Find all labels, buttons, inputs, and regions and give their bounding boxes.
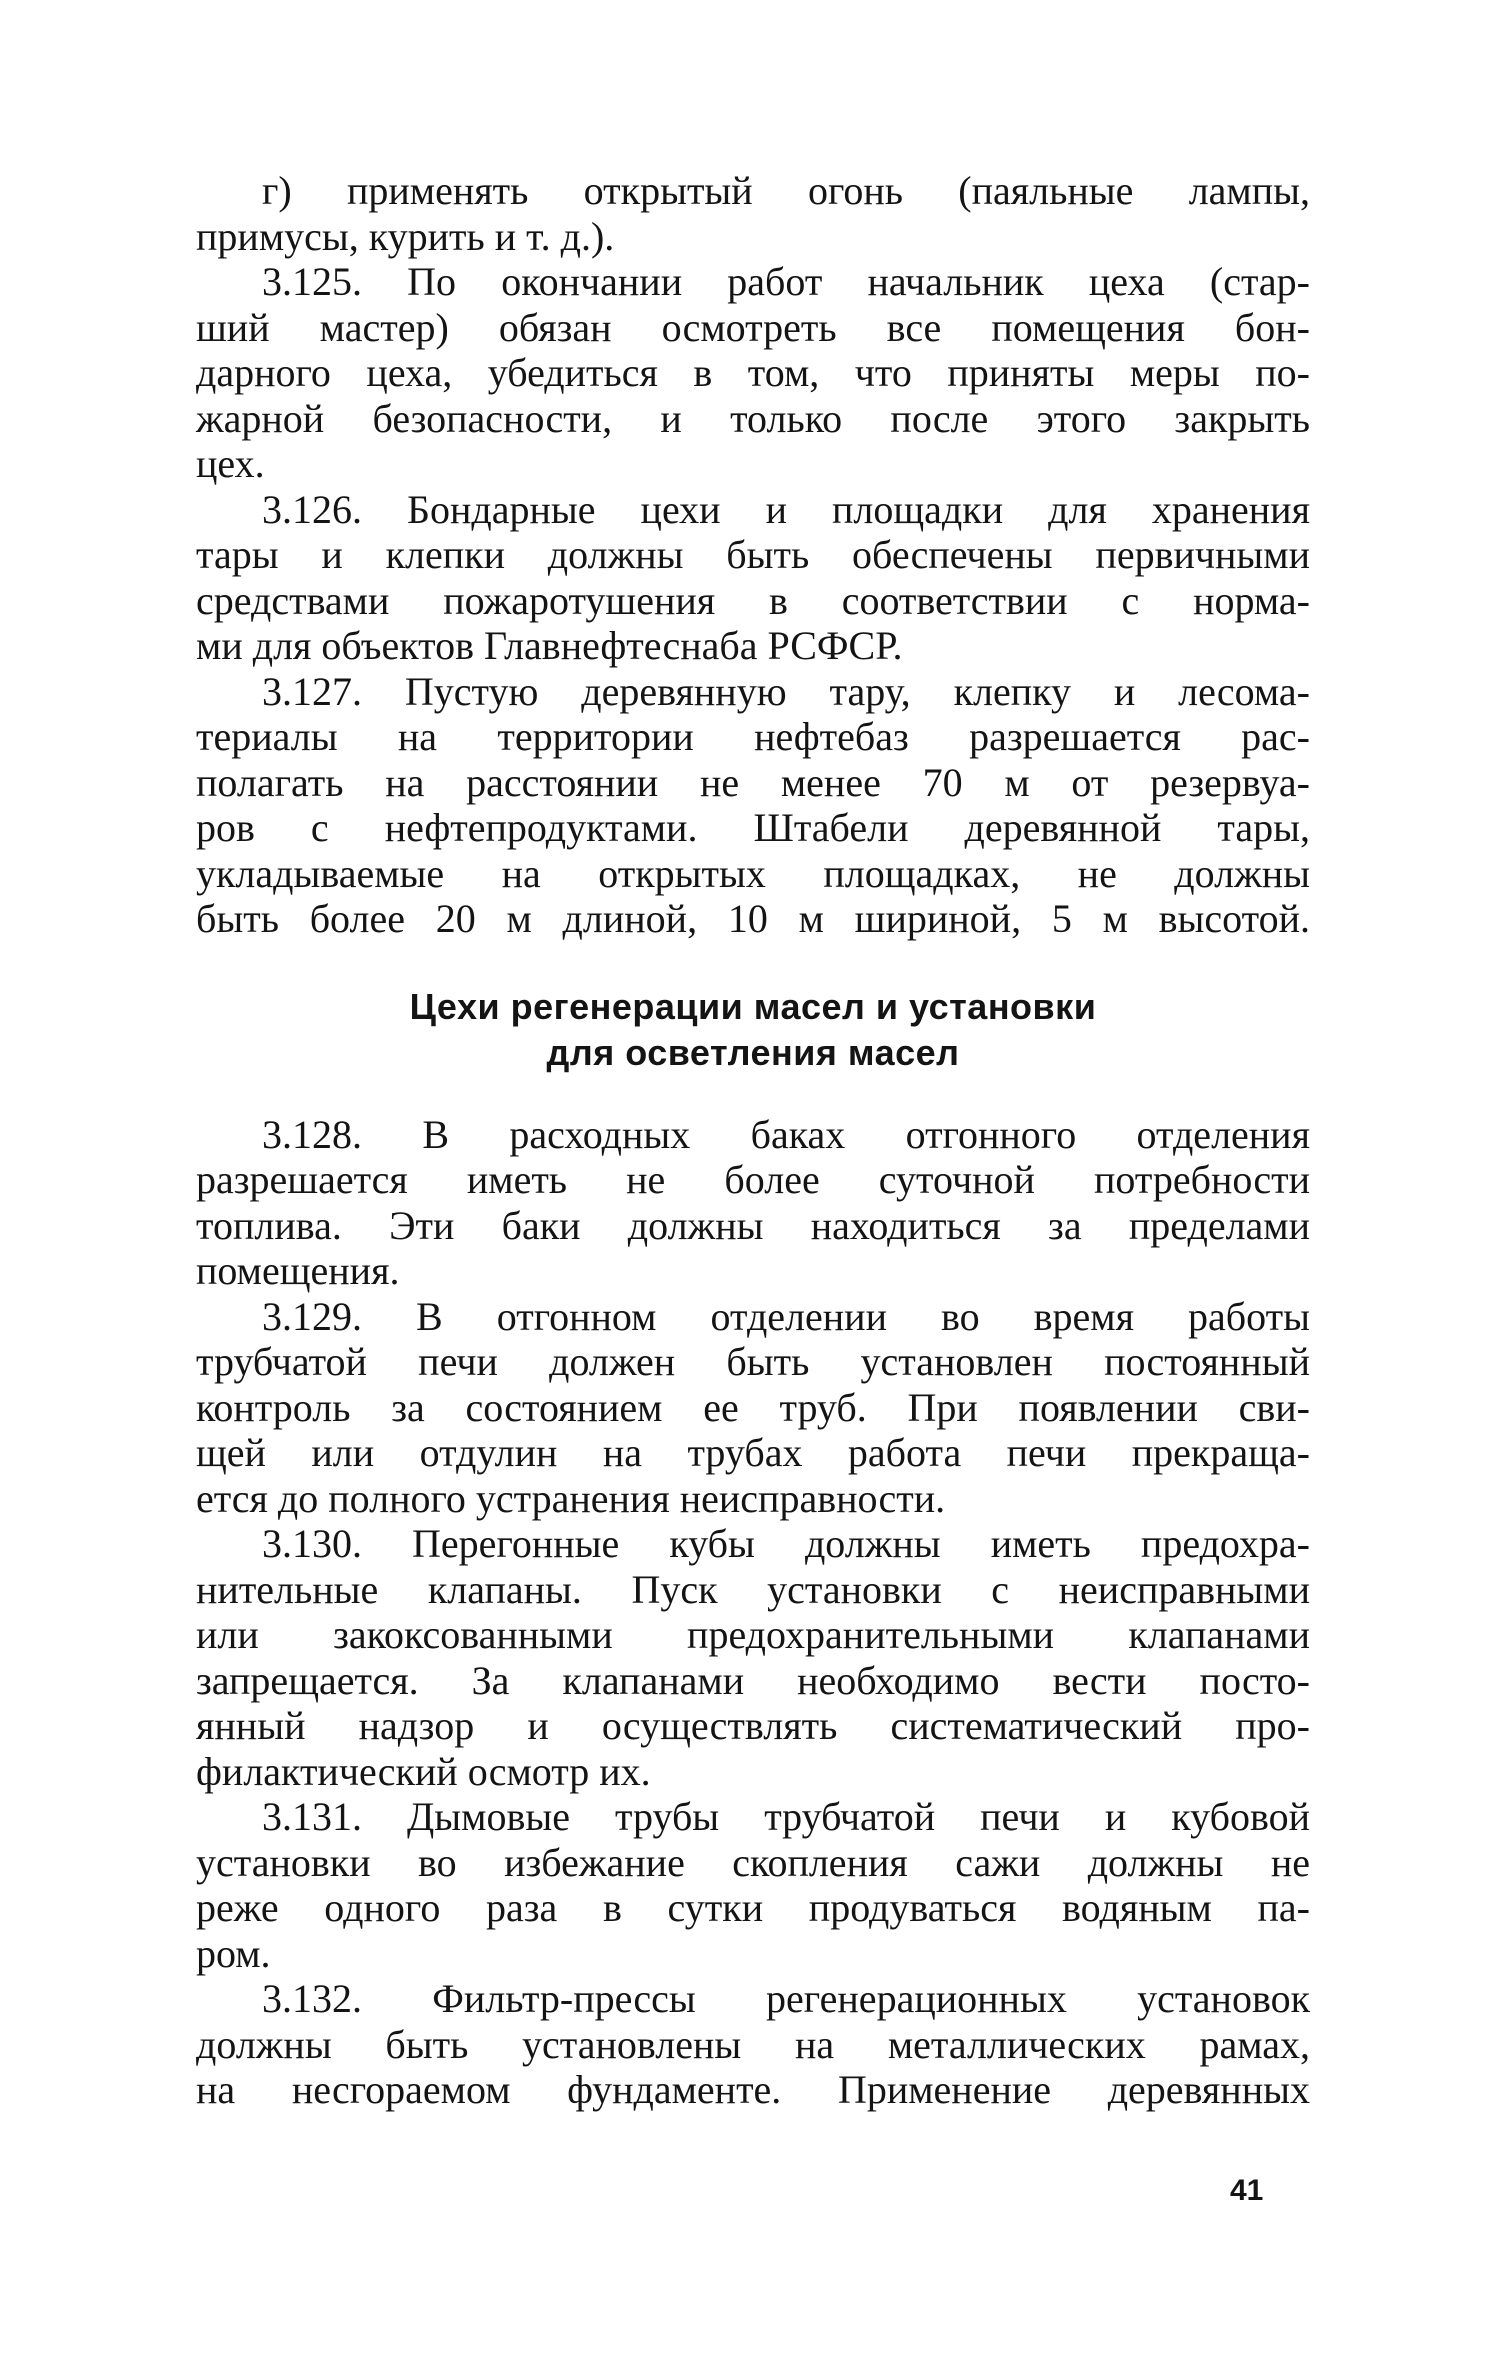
text-line: трубчатой печи должен быть установлен постоянный [196, 1339, 1310, 1384]
paragraph-3-129 [196, 1294, 1310, 1522]
text-line: 3.132. Фильтр-прессы регенерационных установок [262, 1976, 1310, 2021]
text-line: полагать на расстоянии не менее 70 м от резервуа- [196, 759, 1310, 805]
page-number: 41 [1230, 2174, 1264, 2207]
text-line: нительные клапаны. Пуск установки с неисправными [196, 1566, 1310, 1612]
paragraph-3-130 [196, 1521, 1310, 1794]
text-line: быть более 20 м длиной, 10 м шириной, 5 м высотой. [196, 896, 1310, 941]
text-line: укладываемые на открытых площадках, не должны [196, 850, 1310, 896]
text-line: тары и клепки должны быть обеспечены первичными [196, 532, 1310, 577]
text-line: жарной безопасности, и только после этого закрыть [196, 395, 1310, 441]
page-body [196, 168, 1310, 2113]
text-line: 3.129. В отгонном отделении во время работы [262, 1293, 1310, 1339]
text-line: 3.125. По окончании работ начальник цеха (стар- [262, 259, 1310, 304]
text-line: ется до полного устранения неисправности. [196, 1475, 946, 1521]
section-heading-line: для осветления масел [546, 1031, 960, 1073]
text-line: на несгораемом фундаменте. Применение деревянных [196, 2067, 1310, 2112]
section-heading [196, 984, 1310, 1076]
text-line: ров с нефтепродуктами. Штабели деревянной тары, [196, 805, 1310, 850]
text-line: контроль за состоянием ее труб. При появлении сви- [196, 1384, 1310, 1430]
text-line: средствами пожаротушения в соответствии с норма- [196, 577, 1310, 623]
paragraph-3-128 [196, 1112, 1310, 1294]
text-line: 3.128. В расходных баках отгонного отделения [262, 1111, 1310, 1157]
paragraph-3-131 [196, 1794, 1310, 1976]
text-line: запрещается. За клапанами необходимо вести посто- [196, 1657, 1310, 1703]
text-line: 3.126. Бондарные цехи и площадки для хранения [262, 486, 1310, 532]
text-line: г) применять открытый огонь (паяльные лампы, [262, 168, 1310, 213]
text-line: разрешается иметь не более суточной потребности [196, 1157, 1310, 1202]
paragraph-3-127 [196, 669, 1310, 942]
text-line: териалы на территории нефтебаз разрешается рас- [196, 714, 1310, 759]
text-line: реже одного раза в сутки продуваться водяным па- [196, 1885, 1310, 1930]
text-line: щей или отдулин на трубах работа печи прекраща- [196, 1430, 1310, 1475]
text-line: дарного цеха, убедиться в том, что приняты меры по- [196, 350, 1310, 395]
text-line: ром. [196, 1930, 271, 1976]
text-line: помещения. [196, 1248, 400, 1293]
text-line: или закоксованными предохранительными клапанами [196, 1612, 1310, 1657]
paragraph-g [196, 168, 1310, 259]
text-line: янный надзор и осуществлять систематический про- [196, 1703, 1310, 1748]
text-line: 3.131. Дымовые трубы трубчатой печи и кубовой [262, 1794, 1310, 1839]
text-line: 3.127. Пустую деревянную тару, клепку и лесома- [262, 668, 1310, 714]
text-line: должны быть установлены на металлических рамах, [196, 2021, 1310, 2067]
text-line: топлива. Эти баки должны находиться за пределами [196, 1202, 1310, 1248]
text-line: цех. [196, 441, 265, 486]
section-heading-line: Цехи регенерации масел и установки [409, 985, 1097, 1027]
text-line: ший мастер) обязан осмотреть все помещения бон- [196, 304, 1310, 350]
text-line: филактический осмотр их. [196, 1748, 651, 1794]
paragraph-3-126 [196, 487, 1310, 669]
text-line: 3.130. Перегонные кубы должны иметь предохра- [262, 1521, 1310, 1566]
paragraph-3-132 [196, 1976, 1310, 2113]
text-line: примусы, курить и т. д.). [196, 213, 615, 259]
text-line: установки во избежание скопления сажи должны не [196, 1839, 1310, 1885]
paragraph-3-125 [196, 259, 1310, 487]
text-line: ми для объектов Главнефтеснаба РСФСР. [196, 623, 903, 668]
